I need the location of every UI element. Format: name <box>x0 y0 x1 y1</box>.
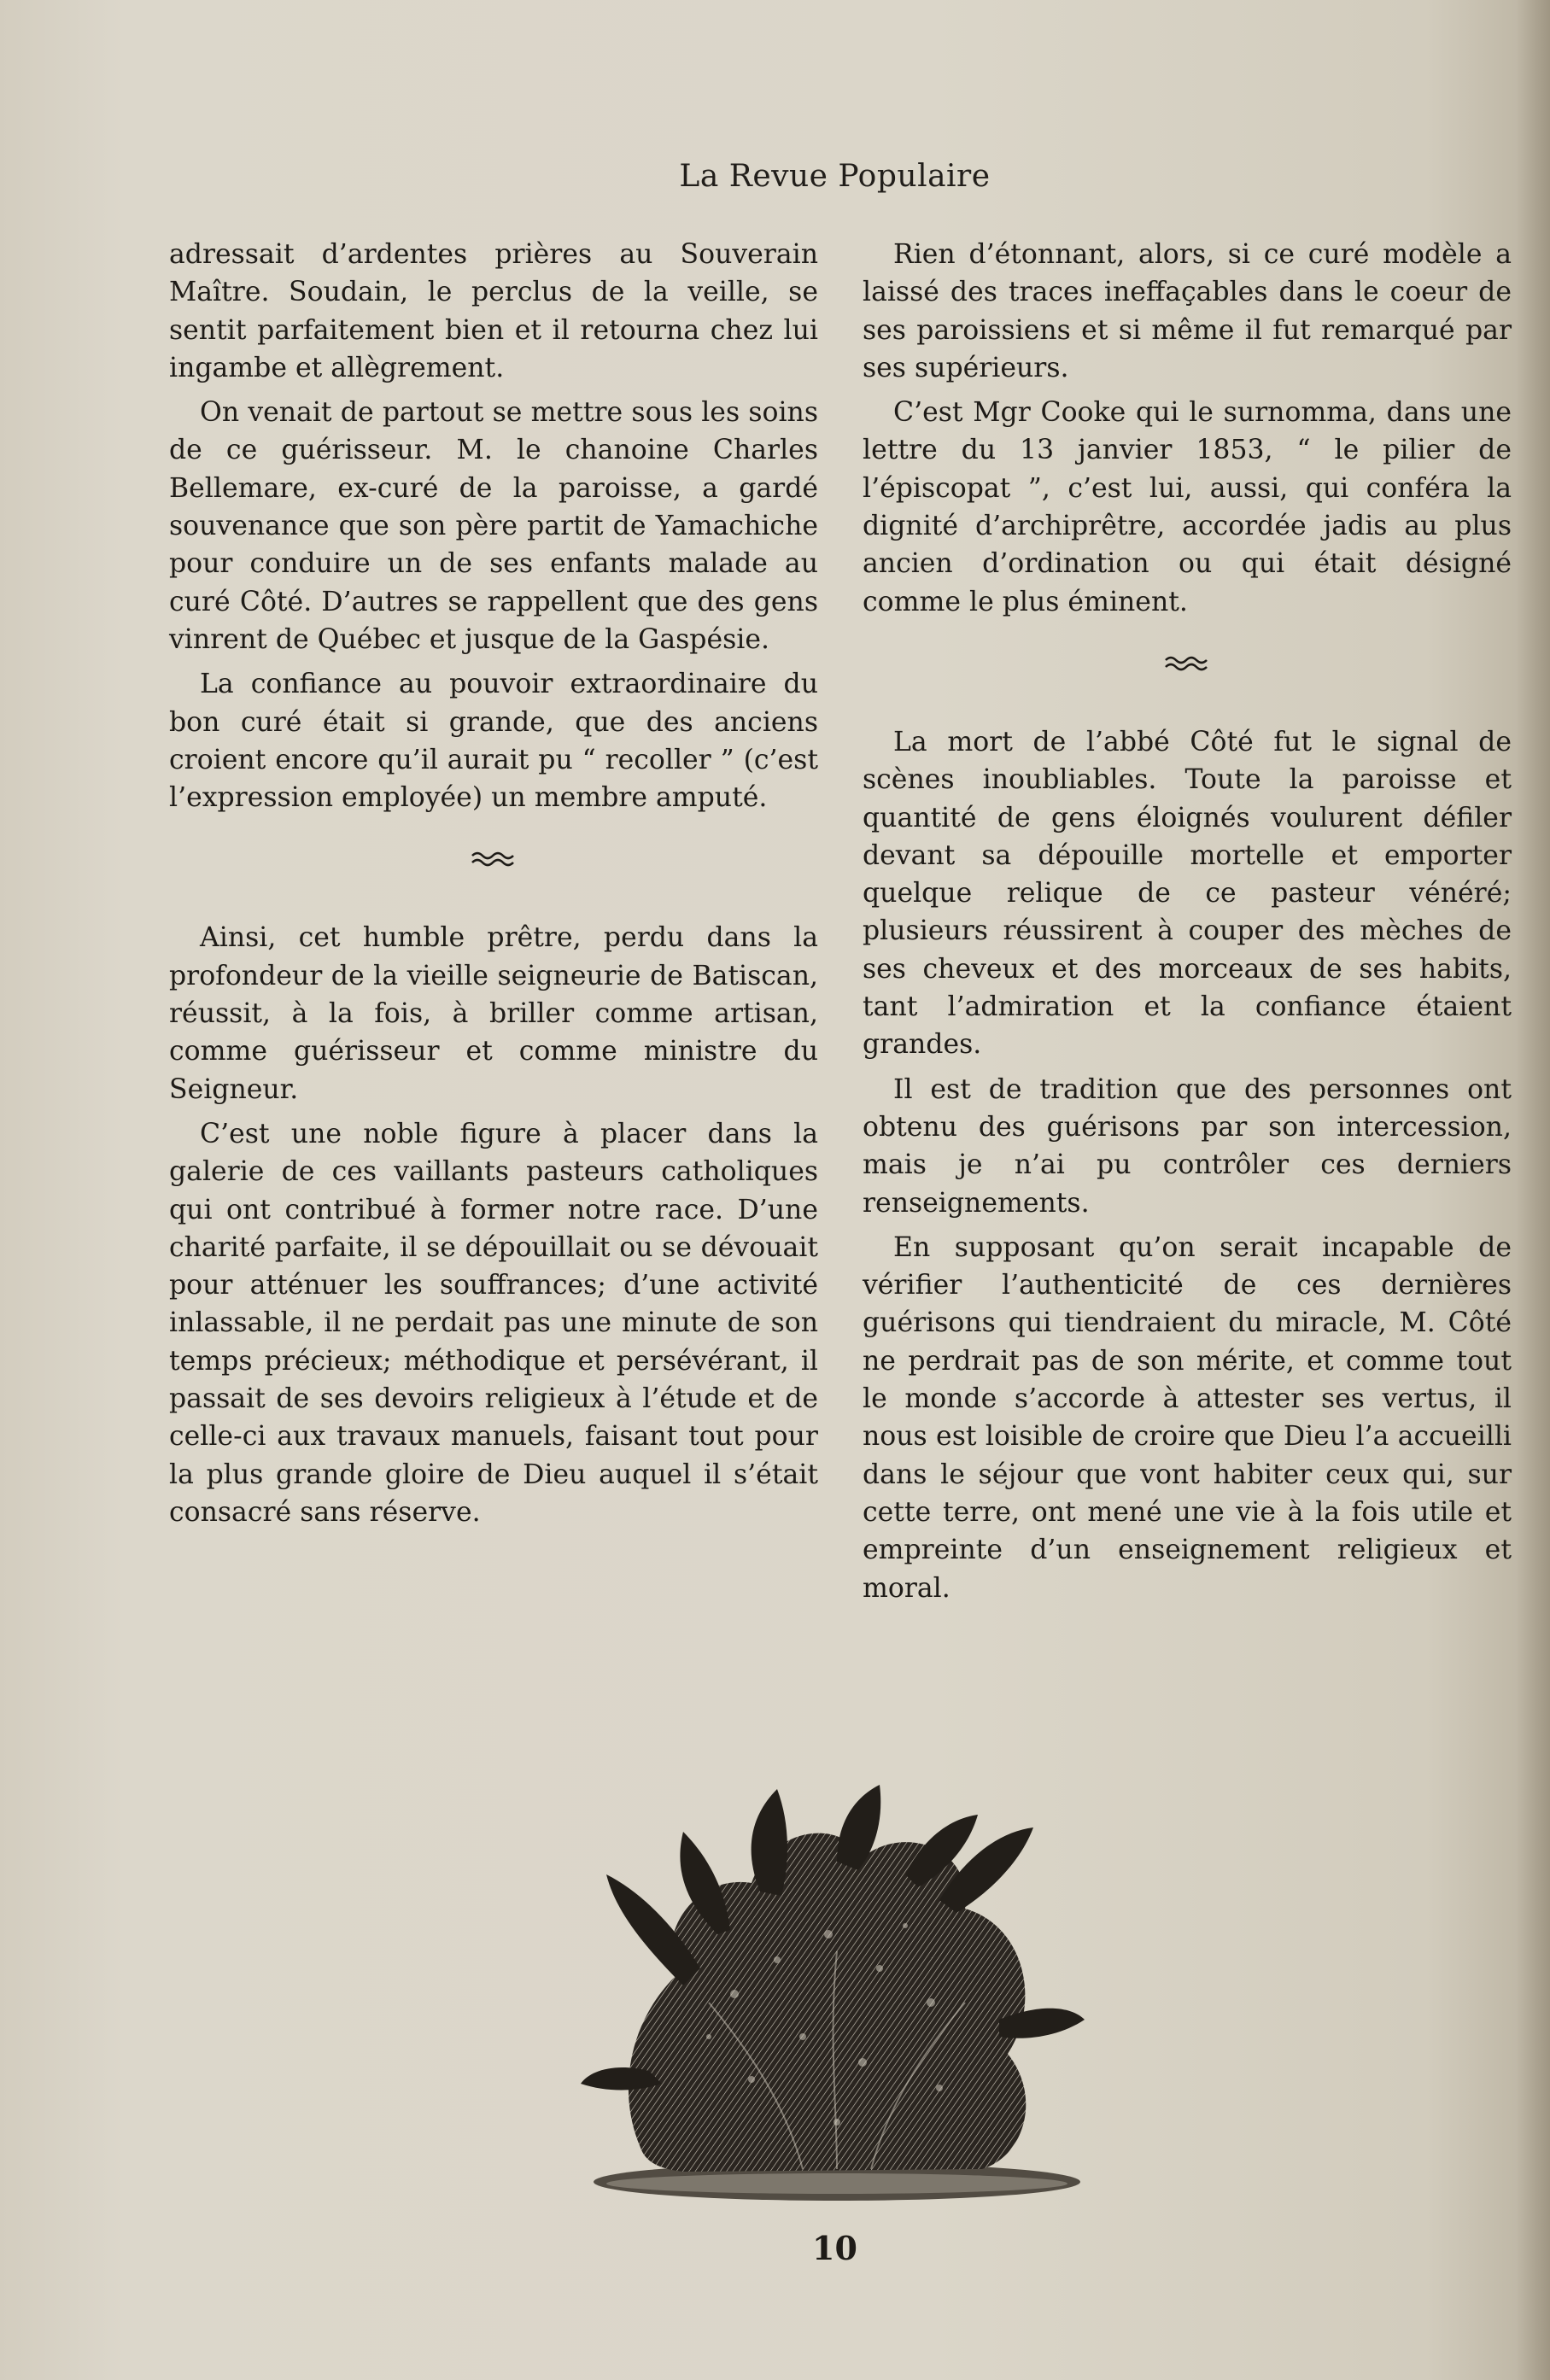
section-separator-right <box>863 646 1512 698</box>
fern-plant-engraving-icon <box>581 1781 1085 2207</box>
wavy-dash-ornament-icon <box>1164 653 1210 674</box>
left-paragraph-4: Ainsi, cet humble prêtre, perdu dans la profondeur de la vieille seigneurie de Batiscan, réussit, à la fois, à briller comme artisan, comme guérisseur et comme ministre du Seigneur. <box>169 922 818 1105</box>
right-paragraph-5: En supposant qu’on serait incapable de vérifier l’authenticité de ces dernières guérisons qui tiendraient du miracle, M. Côté ne perdrait pas de son mérite, et comme tout le monde s’accorde à attester ses vertus, il nous est loisible de croire que Dieu l’a accueilli dans le séjour que vont habiter ceux qui, sur cette terre, ont mené une vie à la fois utile et empreinte d’un enseignement religieux et moral. <box>863 1231 1512 1604</box>
running-head: La Revue Populaire <box>679 159 991 194</box>
wavy-dash-ornament-icon <box>471 849 517 869</box>
right-paragraph-4: Il est de tradition que des personnes ont obtenu des guérisons par son intercession, mais je n’ai pu contrôler ces derniers renseignements. <box>863 1073 1512 1219</box>
page-spine-shadow <box>1516 0 1550 2380</box>
left-column <box>169 236 818 1538</box>
right-paragraph-3: La mort de l’abbé Côté fut le signal de scènes inoubliables. Toute la paroisse et quantité de gens éloignés voulurent défiler devant sa dépouille mortelle et emporter quelque relique de ce pasteur vénéré; plusieurs réussirent à couper des mèches de ses cheveux et des morceaux de ses habits, tant l’admiration et la confiance étaient grandes. <box>863 726 1512 1061</box>
right-column <box>863 236 1512 1614</box>
section-separator-left <box>169 842 818 893</box>
left-paragraph-5: C’est une noble figure à placer dans la galerie de ces vaillants pasteurs catholiques qui ont contribué à former notre race. D’une charité parfaite, il se dépouillait ou se dévouait pour atténuer les souffrances; d’une activité inlassable, il ne perdait pas une minute de son temps précieux; méthodique et persévérant, il passait de ses devoirs religieux à l’étude et de celle-ci aux travaux manuels, faisant tout pour la plus grande gloire de Dieu auquel il s’était consacré sans réserve. <box>169 1118 818 1528</box>
right-paragraph-1: Rien d’étonnant, alors, si ce curé modèle a laissé des traces ineffaçables dans le coeur de ses paroissiens et si même il fut remarqué par ses supérieurs. <box>863 239 1512 383</box>
left-paragraph-2: On venait de partout se mettre sous les soins de ce guérisseur. M. le chanoine Charles Bellemare, ex-curé de la paroisse, a gardé souvenance que son père partit de Yamachiche pour conduire un de ses enfants malade au curé Côté. D’autres se rappellent que des gens vinrent de Québec et jusque de la Gaspésie. <box>169 397 818 655</box>
page-number: 10 <box>812 2229 857 2267</box>
left-paragraph-3: La confiance au pouvoir extraordinaire du bon curé était si grande, que des anciens croient encore qu’il aurait pu “ recoller ” (c’est l’expression employée) un membre amputé. <box>169 669 818 814</box>
left-paragraph-1: adressait d’ardentes prières au Souverain Maître. Soudain, le perclus de la veille, se sentit parfaitement bien et il retourna chez lui ingambe et allègrement. <box>169 239 818 383</box>
right-paragraph-2: C’est Mgr Cooke qui le surnomma, dans une lettre du 13 janvier 1853, “ le pilier de l’épiscopat ”, c’est lui, aussi, qui conféra la dignité d’archiprêtre, accordée jadis au plus ancien d’ordination ou qui était désigné comme le plus éminent. <box>863 397 1512 617</box>
